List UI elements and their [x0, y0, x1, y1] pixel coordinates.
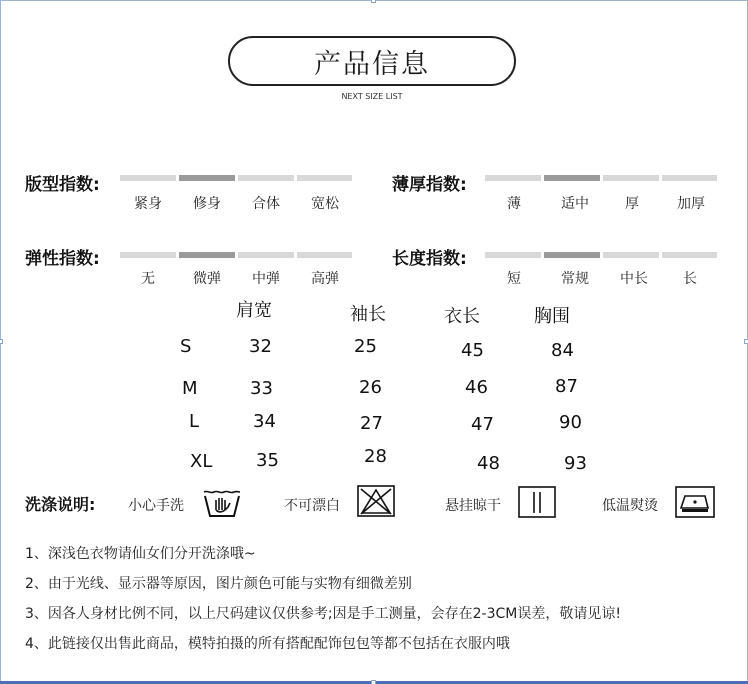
- length-option: 长: [683, 271, 697, 287]
- size-label: M: [182, 378, 198, 399]
- size-cell: 28: [364, 446, 387, 467]
- size-cell: 93: [564, 453, 587, 474]
- size-cell: 47: [471, 414, 494, 435]
- size-label: S: [180, 336, 192, 357]
- size-header-bust: 胸围: [534, 306, 570, 327]
- frame-handle-top: [371, 0, 376, 3]
- fit-option: 修身: [193, 196, 221, 212]
- page-subtitle: NEXT SIZE LIST: [341, 92, 403, 101]
- frame-handle-right: [744, 339, 748, 344]
- elasticity-seg-4: [297, 252, 352, 258]
- low-iron-icon: [675, 486, 715, 518]
- size-header-sleeve: 袖长: [350, 304, 386, 325]
- size-cell: 48: [477, 453, 500, 474]
- thickness-option: 薄: [507, 196, 521, 212]
- size-cell: 87: [555, 376, 578, 397]
- fit-option: 紧身: [134, 196, 162, 212]
- elasticity-index-label: 弹性指数:: [25, 249, 100, 269]
- size-header-shoulder: 肩宽: [236, 300, 272, 321]
- thickness-index-label: 薄厚指数:: [392, 175, 467, 195]
- size-cell: 84: [551, 340, 574, 361]
- length-index-bar: [485, 252, 717, 258]
- elasticity-seg-3: [238, 252, 294, 258]
- fit-option: 合体: [252, 196, 280, 212]
- size-cell: 90: [559, 412, 582, 433]
- note-item: 3、因各人身材比例不同，以上尺码建议仅供参考;因是手工测量，会存在2-3CM误差，敬请见谅!: [25, 606, 621, 622]
- fit-seg-1: [120, 175, 176, 181]
- size-cell: 34: [253, 411, 276, 432]
- elasticity-index-bar: [120, 252, 352, 258]
- elasticity-option: 中弹: [252, 271, 280, 287]
- thickness-seg-1: [485, 175, 541, 181]
- thickness-seg-2: [544, 175, 600, 181]
- size-label: L: [189, 411, 200, 432]
- no-bleach-icon: [357, 485, 395, 517]
- size-cell: 26: [359, 377, 382, 398]
- frame-handle-bottom: [371, 680, 376, 684]
- washing-label: 洗涤说明:: [25, 495, 96, 514]
- elasticity-option: 微弹: [193, 271, 221, 287]
- size-label: XL: [190, 451, 213, 472]
- length-seg-4: [662, 252, 717, 258]
- size-cell: 32: [249, 336, 272, 357]
- elasticity-seg-2: [179, 252, 235, 258]
- thickness-option: 加厚: [677, 196, 705, 212]
- length-option: 中长: [620, 271, 648, 287]
- low-iron-text: 低温熨烫: [602, 498, 658, 514]
- thickness-option: 适中: [561, 196, 589, 212]
- size-header-length: 衣长: [444, 306, 480, 327]
- note-item: 2、由于光线、显示器等原因，图片颜色可能与实物有细微差别: [25, 576, 412, 592]
- elasticity-seg-1: [120, 252, 176, 258]
- size-cell: 46: [465, 377, 488, 398]
- frame-handle-left: [0, 339, 3, 344]
- fit-index-bar: [120, 175, 352, 181]
- fit-index-label: 版型指数:: [25, 175, 100, 195]
- thickness-seg-4: [662, 175, 717, 181]
- thickness-option: 厚: [625, 196, 639, 212]
- length-seg-3: [603, 252, 659, 258]
- size-cell: 25: [354, 336, 377, 357]
- note-item: 4、此链接仅出售此商品，模特拍摄的所有搭配配饰包包等都不包括在衣服内哦: [25, 636, 510, 652]
- size-cell: 35: [256, 450, 279, 471]
- size-cell: 45: [461, 340, 484, 361]
- size-cell: 33: [250, 378, 273, 399]
- hang-dry-icon: [518, 486, 556, 518]
- length-seg-1: [485, 252, 541, 258]
- length-seg-2: [544, 252, 600, 258]
- fit-option: 宽松: [311, 196, 339, 212]
- hang-dry-text: 悬挂晾干: [445, 498, 501, 514]
- no-bleach-text: 不可漂白: [284, 498, 340, 514]
- fit-seg-3: [238, 175, 294, 181]
- page-title: 产品信息: [228, 36, 516, 86]
- length-option: 常规: [561, 271, 589, 287]
- note-item: 1、深浅色衣物请仙女们分开洗涤哦~: [25, 546, 256, 562]
- hand-wash-text: 小心手洗: [128, 498, 184, 514]
- elasticity-option: 高弹: [311, 271, 339, 287]
- size-cell: 27: [360, 413, 383, 434]
- thickness-index-bar: [485, 175, 717, 181]
- elasticity-option: 无: [141, 271, 155, 287]
- thickness-seg-3: [603, 175, 659, 181]
- hand-wash-icon: [202, 486, 242, 518]
- fit-seg-4: [297, 175, 352, 181]
- length-index-label: 长度指数:: [392, 249, 467, 269]
- fit-seg-2: [179, 175, 235, 181]
- length-option: 短: [507, 271, 521, 287]
